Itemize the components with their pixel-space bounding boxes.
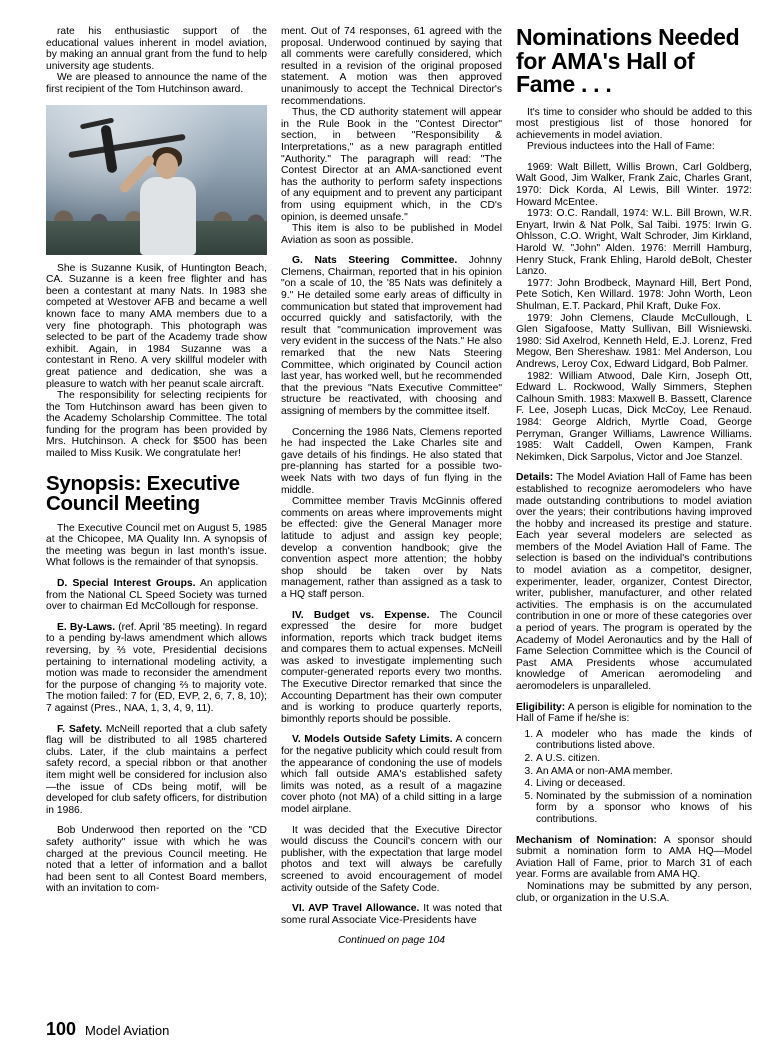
- column-two-intro: [281, 26, 502, 246]
- paragraph: [281, 734, 502, 815]
- paragraph: Thus, the CD authority statement will appear in the Rule Book in the "Contest Director" section, in between "Responsibility & Interpretations," as a new paragraph entitled "Authority." The paragraph will read: "The Contest Director at an AMA-sanctioned event has the authority to perform safety inspections of any equipment and to prevent any participant from using equipment which, in the CD's opinion, is deemed unsafe.": [281, 107, 502, 223]
- details-lead: Details:: [516, 472, 554, 484]
- council-item: [281, 255, 502, 417]
- column-two: [281, 26, 502, 947]
- item-text: McNeill reported that a club safety flag will be distributed to all 1985 chartered clubs. Later, if the club maintains a perfect safety record, a special ribbon or that another item might well be considered for inclusion also—the issue of CDs being motif, will be developed for club safety officers, for distribution in 1986.: [46, 723, 268, 816]
- paragraph: [516, 702, 752, 725]
- item-lead: V. Models Outside Safety Limits.: [292, 734, 453, 746]
- paragraph: rate his enthusiastic support of the educational values inherent in model aviation, by making an annual grant from the fund to help university age students.: [46, 26, 267, 72]
- paragraph: [281, 903, 502, 926]
- details-block: [516, 472, 752, 692]
- item-lead: VI. AVP Travel Allowance.: [292, 903, 420, 915]
- safety-code-note: [281, 825, 502, 895]
- photo-person: [130, 147, 212, 255]
- eligibility-list: [516, 729, 752, 826]
- paragraph: Nominations may be submitted by any person, club, or organization in the U.S.A.: [516, 880, 752, 904]
- inductee-entry: 1979: John Clemens, Claude McCullough, L Glen Sigafoose, Matty Sullivan, Bill Wisniewski. 1980: Sid Axelrod, Kenneth Held, E.J. Lorenz, Fred Megow, Ben Shereshaw. 1981: Mel Anderson, Lou Andrews, Leroy Cox, Edward Lidgard, Bob Palmer.: [516, 312, 752, 370]
- paragraph: Previous inductees into the Hall of Fame:: [527, 141, 715, 153]
- list-item: 5. Nominated by the submission of a nomination form by a sponsor who knows of his contributions.: [536, 791, 752, 826]
- paragraph: [516, 835, 752, 881]
- item-text: Johnny Clemens, Chairman, reported that in his opinion "on a scale of 10, the '85 Nats was definitely a 9." He detailed some early areas of difficulty in communication but stated that improvement had occurred quickly and satisfactorily, with the result that "communication improvement was very evident in the success of the Nats." He also remarked that the new Nats Steering Committee, which originated by Council action last year, has worked well, but he recommended that the previous "Nats Executive Committee" structure be reactivated, with choosing and assigning of members by the committee itself.: [281, 255, 502, 417]
- inductee-entry: 1982: William Atwood, Dale Kirn, Joseph Ott, Edward L. Rockwood, Wally Simmers, Stephen Calhoun Smith. 1983: Maxwell B. Bassett, Clarence F. Lee, Joseph Lucas, Dick McCoy, Lee Renaud. 1984: George Aldrich, Myrtle Coad, George Perryman, Granger Williams, Lawrence Williams. 1985: Walt Caddell, Owen Kampen, Frank Nekimken, Dick Sarpolus, Victor and Joe Stanzel.: [516, 370, 752, 463]
- column-three: [516, 26, 752, 913]
- list-item: 1. A modeler who has made the kinds of contributions listed above.: [536, 729, 752, 752]
- mechanism-text: A sponsor should submit a nomination form to AMA HQ—Model Aviation Hall of Fame, prior to March 31 of each year. Forms are available from AMA HQ.: [516, 834, 752, 881]
- inductee-entry: 1977: John Brodbeck, Maynard Hill, Bert Pond, Pete Sotich, Ken Willard. 1978: John Worth, Leon Shulman, E.T. Packard, Phil Kraft, Duke Fox.: [516, 277, 752, 312]
- photo-caption: [46, 263, 267, 460]
- paragraph: [281, 610, 502, 726]
- council-item: [281, 734, 502, 815]
- eligibility-lead: Eligibility:: [516, 701, 566, 713]
- council-item: [281, 903, 502, 926]
- council-item: [281, 610, 502, 726]
- paragraph: The Executive Council met on August 5, 1985 at the Chicopee, MA Quality Inn. A synopsis of the meeting was begun in last month's issue. What follows is the remainder of that synopsis.: [46, 522, 267, 569]
- mechanism-block: [516, 835, 752, 905]
- paragraph: [281, 255, 502, 417]
- paragraph: The responsibility for selecting recipients for the Tom Hutchinson award has been given to the Academy Scholarship Committee. The total funding for the program has been provided by Mrs. Hutchinson. A check for $500 has been mailed to Miss Kusik. We congratulate her!: [46, 390, 267, 460]
- suzanne-kusik-photo: [46, 105, 267, 255]
- paragraph: Committee member Travis McGinnis offered comments on areas where improvements might be effected: give the General Manager more latitude to adjust and assign key people; develop a convention handbook; give the convention aspect more attention; the hobby shop should be taken over by Nats management, rather than assigned as a task to a HQ staff person.: [281, 496, 502, 600]
- item-text: An application from the National CL Speed Society was turned over to chairman Ed McCollough for response.: [46, 578, 267, 613]
- paragraph: It's time to consider who should be added to this most prestigious list of those honored for achievements in model aviation.: [516, 106, 752, 141]
- column-one: [46, 26, 267, 895]
- nats-report: [281, 427, 502, 601]
- person-head: [156, 153, 178, 179]
- page-number: 100: [46, 1019, 77, 1039]
- page-footer: [46, 1019, 169, 1040]
- inductee-entry: 1973: O.C. Randall, 1974: W.L. Bill Brown, W.R. Enyart, Irwin & Nat Polk, Sal Taibi. 1975: Irwin G. Ohlsson, C.O. Wright, Walt Schroder, Jim Kirkland, Harold W. "John" Alden. 1976: Merrill Hamburg, Henry Stuck, Frank Ehling, Harold deBolt, Chester Lanzo.: [516, 208, 752, 278]
- paragraph: We are pleased to announce the name of the first recipient of the Tom Hutchinson award.: [46, 72, 267, 95]
- inductee-entry: 1969: Walt Billett, Willis Brown, Carl Goldberg, Walt Good, Jim Walker, Frank Zaic, Charles Grant, 1970: Dick Korda, Al Lewis, Bill Winter. 1972: Howard McEntee.: [516, 161, 752, 208]
- item-text: (ref. April '85 meeting). In regard to a pending by-laws amendment which allows reversing, by ⅔ vote, Presidential decisions pertaining to international modeling activity, a motion was made to reconsider the amendment for the purpose of changing ⅔ to majority vote. The motion failed: 7 for (ED, EVP, 2, 6, 7, 8, 10); 7 against (Pres., NAA, 1, 3, 4, 9, 11).: [46, 621, 268, 714]
- list-item: 2. A U.S. citizen.: [536, 753, 752, 765]
- section-heading-hall-of-fame: Nominations Needed for AMA's Hall of Fame . . .: [516, 24, 740, 97]
- paragraph: She is Suzanne Kusik, of Huntington Beach, CA. Suzanne is a keen free flighter and has been a contestant at many Nats. In 1983 she competed at Westover AFB and became a well known face to many AMA members due to a very fine photograph. This photograph was selected to be part of the Academy trade show exhibit. Again, in 1984 Suzanne was a contestant in Reno. A very skillful modeler with great patience and dedication, she was a pleasure to watch with her peanut scale aircraft.: [46, 262, 267, 390]
- paragraph: [46, 622, 267, 715]
- column-one-intro: [46, 26, 267, 96]
- council-item: [46, 724, 267, 817]
- paragraph: This item is also to be published in Model Aviation as soon as possible.: [281, 223, 502, 246]
- eligibility-text: A person is eligible for nomination to the Hall of Fame if he/she is:: [516, 701, 752, 725]
- paragraph: It was decided that the Executive Director would discuss the Council's concern with our publisher, with the expectation that large model photos and text will always be carefully screened to avoid encouragement of model activity outside of the Safety Code.: [281, 824, 502, 894]
- eligibility-block: [516, 702, 752, 826]
- paragraph: [46, 724, 267, 817]
- item-text: The Council expressed the desire for more budget information, reports which track budget items and compares them to actual expenses. McNeill was asked to investigate implementing such computer-generated reports every two months. The Executive Director remarked that since the Accounting Department has their own computer and is working to produce quarterly reports, bimonthly reports should be possible.: [281, 609, 502, 725]
- magazine-name: Model Aviation: [85, 1023, 170, 1038]
- hall-intro: [516, 107, 752, 153]
- article-columns: [46, 26, 759, 947]
- item-text: A concern for the negative publicity which could result from the appearance of condoning the use of models which fall outside AMA's established safety limits was noted, as a result of a magazine cover photo (not MA) of a child sitting in a large model airplane.: [281, 734, 502, 815]
- paragraph: ment. Out of 74 responses, 61 agreed with the proposal. Underwood continued by saying that all comments were carefully considered, which resulted in a revision of the original proposed statement. A motion was then approved unanimously to accept the Technical Director's recommendations.: [281, 26, 502, 107]
- person-body: [140, 177, 196, 255]
- paragraph: Bob Underwood then reported on the "CD safety authority" issue with which he was charged at the previous Council meeting. He noted that a letter of information and a ballot had been sent to all Contest Board members, with an invitation to com-: [46, 825, 267, 895]
- section-heading-synopsis: Synopsis: Executive Council Meeting: [46, 471, 240, 515]
- item-lead: E. By-Laws.: [57, 621, 116, 633]
- mechanism-lead: Mechanism of Nomination:: [516, 834, 657, 846]
- council-item: [46, 578, 267, 613]
- paragraph: [46, 578, 267, 613]
- item-lead: IV. Budget vs. Expense.: [292, 609, 430, 621]
- continued-notice: Continued on page 104: [337, 935, 446, 947]
- paragraph: Concerning the 1986 Nats, Clemens reported he had inspected the Lake Charles site and gave details of his findings. He also stated that pre-planning has started for a possible two-week Nats with two days of fun flying in the middle.: [281, 426, 502, 496]
- item-lead: D. Special Interest Groups.: [57, 578, 196, 590]
- council-item: [46, 622, 267, 715]
- item-text: It was noted that some rural Associate Vice-Presidents have: [281, 903, 503, 926]
- paragraph: [516, 472, 752, 692]
- item-lead: G. Nats Steering Committee.: [292, 255, 458, 267]
- list-item: 4. Living or deceased.: [536, 778, 752, 790]
- inductee-list: [516, 162, 752, 463]
- details-text: The Model Aviation Hall of Fame has been established to recognize aeromodelers who have made outstanding contributions to model aviation over the years; their contributions having improved the hobby and increased its prestige and stature. Each year several modelers are selected as members of the Model Aviation Hall of Fame. The selection is based on the individual's contributions to model aviation as a competitor, designer, experimenter, leader, organizer, Contest Director, writer, publisher, manufacturer, and other related activities. The emphasis is on the accumulated contribution in one or more of these categories over a period of years. The program is operated by the Academy of Model Aeronautics and by the Hall of Fame Selection Committee which is the Council of Past AMA Presidents whose accumulated knowledge of American aeromodeling and aeromodelers is unparalleled.: [516, 472, 752, 692]
- item-lead: F. Safety.: [57, 723, 102, 735]
- list-item: 3. An AMA or non-AMA member.: [536, 766, 752, 778]
- synopsis-intro: [46, 523, 267, 569]
